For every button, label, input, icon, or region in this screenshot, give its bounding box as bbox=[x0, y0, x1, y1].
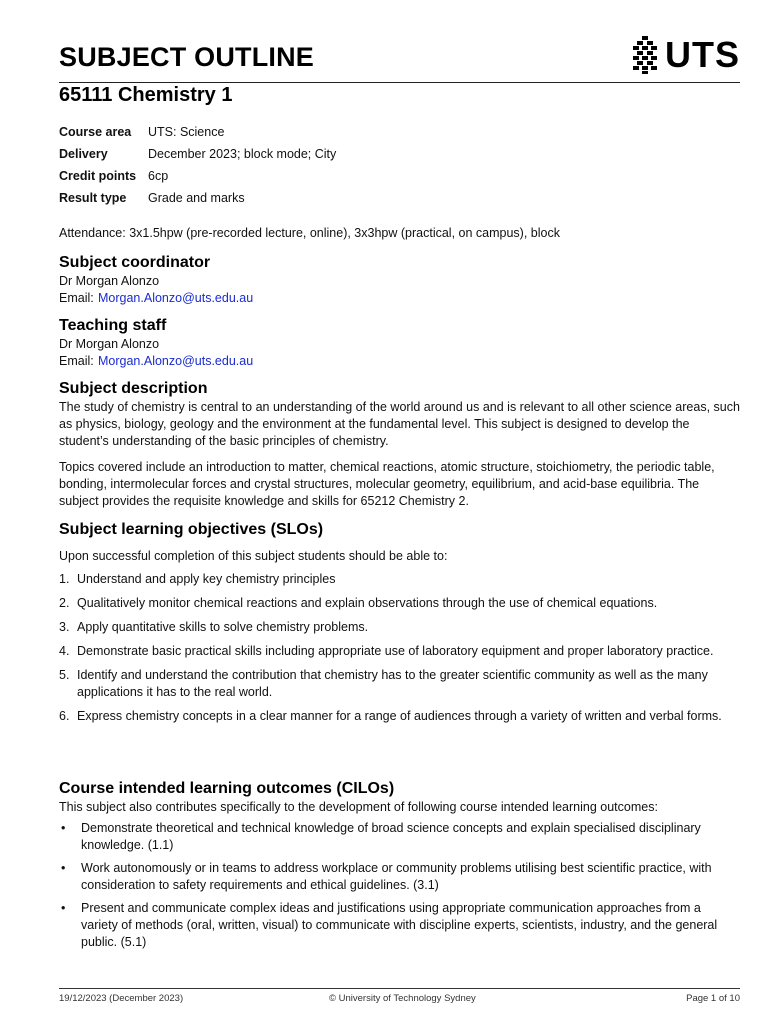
list-item bbox=[59, 860, 740, 894]
bullet-icon: • bbox=[61, 861, 66, 875]
description-section bbox=[59, 379, 740, 510]
slo-intro: Upon successful completion of this subject students should be able to: bbox=[59, 549, 448, 563]
cilo-list bbox=[59, 820, 740, 951]
cilo-intro: This subject also contributes specifically to the development of following course intended learning outcomes: bbox=[59, 800, 658, 814]
page-footer bbox=[59, 988, 740, 1007]
bullet-icon: • bbox=[61, 821, 66, 835]
uts-crest-icon bbox=[633, 36, 657, 74]
coordinator-name: Dr Morgan Alonzo bbox=[59, 274, 160, 288]
cilo-text: Present and communicate complex ideas and justifications using appropriate communication approaches from a variety of methods (oral, written, visual) to communicate with discipline experts, scientists, industry, and the general public. (5.1) bbox=[81, 901, 718, 949]
description-heading: Subject description bbox=[59, 380, 208, 397]
coordinator-email-link[interactable]: Morgan.Alonzo@uts.edu.au bbox=[98, 291, 254, 305]
slo-number: 6. bbox=[59, 709, 70, 723]
cilo-text: Work autonomously or in teams to address workplace or community problems utilising best scientific practice, with consideration to safety requirements and ethical guidelines. (3.1) bbox=[81, 861, 712, 892]
slo-heading: Subject learning objectives (SLOs) bbox=[59, 521, 324, 538]
slo-number: 2. bbox=[59, 596, 70, 610]
teaching-staff-name: Dr Morgan Alonzo bbox=[59, 337, 160, 351]
footer-copyright: © University of Technology Sydney bbox=[329, 993, 476, 1004]
slo-list bbox=[59, 571, 740, 725]
meta-row bbox=[59, 191, 336, 213]
teaching-staff-section bbox=[59, 316, 740, 370]
teaching-email-row bbox=[59, 353, 740, 370]
subject-title: 65111 Chemistry 1 bbox=[59, 84, 233, 106]
meta-label: Result type bbox=[59, 191, 127, 205]
list-item bbox=[59, 667, 740, 701]
list-item bbox=[59, 619, 740, 636]
page-header bbox=[59, 30, 740, 83]
slo-number: 5. bbox=[59, 668, 70, 682]
slo-text: Apply quantitative skills to solve chemistry problems. bbox=[77, 620, 369, 634]
email-label: Email: bbox=[59, 291, 94, 305]
slo-section bbox=[59, 520, 740, 732]
uts-logo bbox=[633, 36, 740, 74]
meta-value: Grade and marks bbox=[148, 191, 245, 205]
meta-label: Course area bbox=[59, 125, 132, 139]
coordinator-section bbox=[59, 253, 740, 307]
slo-text: Demonstrate basic practical skills including appropriate use of laboratory equipment and proper laboratory practice. bbox=[77, 644, 714, 658]
list-item bbox=[59, 643, 740, 660]
meta-label: Credit points bbox=[59, 169, 137, 183]
footer-date: 19/12/2023 (December 2023) bbox=[59, 993, 184, 1004]
meta-row bbox=[59, 125, 336, 147]
list-item bbox=[59, 708, 740, 725]
list-item bbox=[59, 900, 740, 951]
meta-row bbox=[59, 169, 336, 191]
subject-meta-table bbox=[59, 125, 336, 213]
slo-number: 3. bbox=[59, 620, 70, 634]
slo-text: Understand and apply key chemistry principles bbox=[77, 572, 336, 586]
slo-text: Identify and understand the contribution that chemistry has to the greater scientific community as well as the many applications it has to the real world. bbox=[77, 668, 708, 699]
coordinator-email-row bbox=[59, 290, 740, 307]
description-paragraph: The study of chemistry is central to an understanding of the world around us and is relevant to all other science areas, such as physics, biology, geology and the environment at the fundamental level. This subject is designed to develop the student’s understanding of the basic principles of chemistry. bbox=[59, 400, 740, 448]
description-paragraph: Topics covered include an introduction to matter, chemical reactions, atomic structure, stoichiometry, the periodic table, bonding, intermolecular forces and crystal structures, molecular geometry, equilibrium, and acid-base equilibria. The subject provides the requisite knowledge and skills for 65212 Chemistry 2. bbox=[59, 460, 715, 508]
slo-text: Qualitatively monitor chemical reactions and explain observations through the use of chemical equations. bbox=[77, 596, 658, 610]
bullet-icon: • bbox=[61, 901, 66, 915]
meta-row bbox=[59, 147, 336, 169]
uts-logo-text: UTS bbox=[665, 34, 740, 75]
attendance-text: Attendance: 3x1.5hpw (pre-recorded lecture, online), 3x3hpw (practical, on campus), block bbox=[59, 226, 560, 240]
cilo-text: Demonstrate theoretical and technical knowledge of broad science concepts and explain specialised disciplinary knowledge. (1.1) bbox=[81, 821, 701, 852]
teaching-email-link[interactable]: Morgan.Alonzo@uts.edu.au bbox=[98, 354, 254, 368]
cilo-heading: Course intended learning outcomes (CILOs) bbox=[59, 780, 395, 797]
meta-label: Delivery bbox=[59, 147, 108, 161]
slo-number: 1. bbox=[59, 572, 70, 586]
list-item bbox=[59, 571, 740, 588]
cilo-section bbox=[59, 779, 740, 957]
list-item bbox=[59, 595, 740, 612]
email-label: Email: bbox=[59, 354, 94, 368]
meta-value: 6cp bbox=[148, 169, 169, 183]
document-title: SUBJECT OUTLINE bbox=[59, 42, 315, 72]
teaching-staff-heading: Teaching staff bbox=[59, 317, 167, 334]
footer-page-number: Page 1 of 10 bbox=[686, 993, 740, 1004]
slo-number: 4. bbox=[59, 644, 70, 658]
meta-value: UTS: Science bbox=[148, 125, 225, 139]
coordinator-heading: Subject coordinator bbox=[59, 254, 211, 271]
slo-text: Express chemistry concepts in a clear manner for a range of audiences through a variety of written and verbal forms. bbox=[77, 709, 722, 723]
list-item bbox=[59, 820, 740, 854]
meta-value: December 2023; block mode; City bbox=[148, 147, 337, 161]
